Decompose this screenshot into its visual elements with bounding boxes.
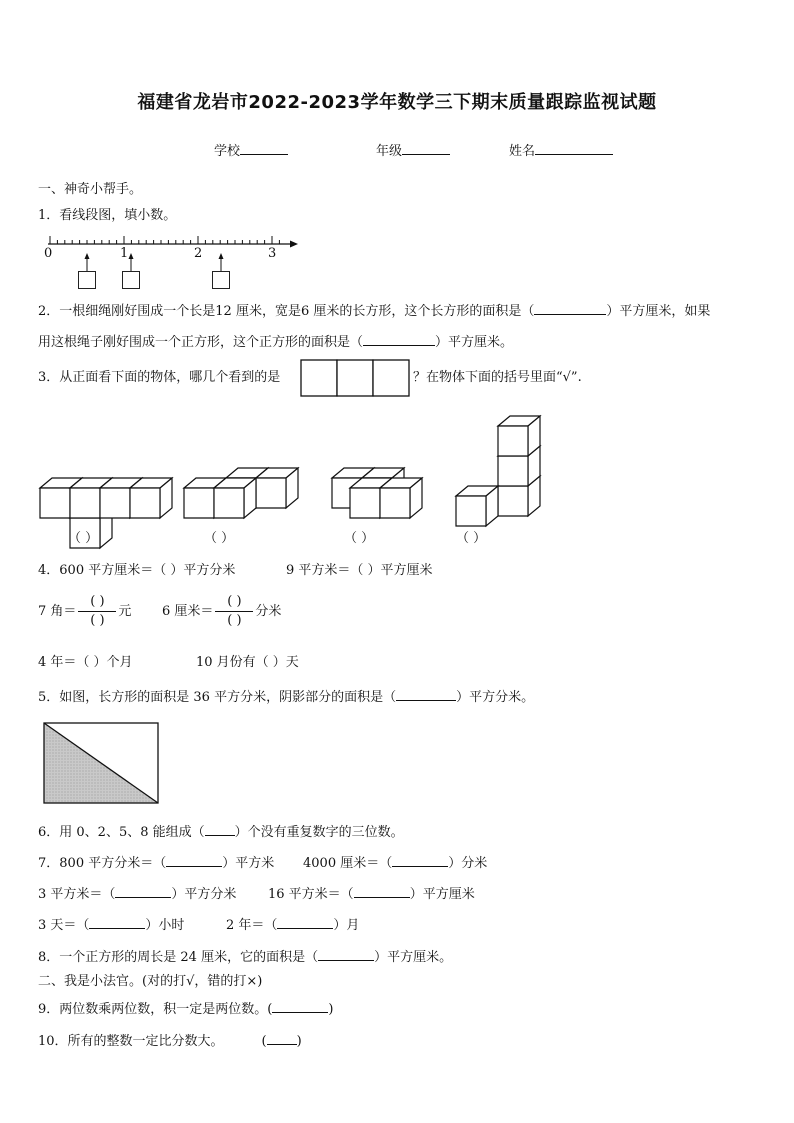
answer-blank[interactable] [267,1032,297,1045]
answer-blank[interactable] [205,823,235,836]
numerator-blank: ( ) [90,594,105,609]
answer-blank[interactable] [363,333,435,346]
grade-blank[interactable] [402,142,450,155]
answer-bracket-3[interactable]: （ ） [344,531,375,546]
question-4-d-post: 分米 [255,604,282,619]
fraction-answer[interactable] [78,594,116,629]
answer-box-2[interactable] [122,271,140,289]
question-7-b-pre: 4000 厘米＝（ [303,856,393,871]
arrow-up-icon [219,253,224,259]
answer-blank[interactable] [392,854,448,867]
question-7-d-post: ）平方厘米 [409,887,475,902]
answer-blank[interactable] [277,916,333,929]
answer-bracket-4[interactable]: （ ） [456,531,487,546]
question-9-text [38,1000,333,1018]
name-label: 姓名 [509,144,536,159]
question-10-text-a: 10．所有的整数一定比分数大。 [38,1034,224,1049]
school-field [214,142,288,160]
arrow-up-icon [129,253,134,259]
tick-label-3: 3 [268,246,277,261]
question-7-c-post: ）平方分米 [171,887,237,902]
school-label: 学校 [214,144,241,159]
answer-bracket-2[interactable]: （ ） [204,531,235,546]
cube [380,478,422,518]
question-6-text [38,823,404,841]
question-7-a [38,854,274,872]
question-7-f-post: ）月 [333,918,360,933]
cube [498,416,540,456]
question-7-e-pre: 3 天＝（ [38,918,90,933]
question-9-text-a: 9．两位数乘两位数，积一定是两位数。( [38,1002,273,1017]
grade-label: 年级 [376,144,403,159]
cube-figure-1 [38,460,158,520]
tick-label-2: 2 [194,246,203,261]
question-7-f-pre: 2 年＝（ [226,918,278,933]
question-4-d-pre: 6 厘米＝ [162,604,214,619]
question-4-c [38,594,131,629]
grade-field [376,142,450,160]
denominator-blank: ( ) [90,613,105,628]
question-5-text-a: 5．如图，长方形的面积是 36 平方分米，阴影部分的面积是（ [38,690,397,705]
question-10-close: ) [296,1034,302,1049]
arrowhead-icon [290,241,298,248]
question-2-text-a: 2．一根细绳刚好围成一个长是12 厘米，宽是6 厘米的长方形，这个长方形的面积是（ [38,304,535,319]
front-view-figure [300,359,410,397]
question-4-c-pre: 7 角＝ [38,604,77,619]
question-7-a-post: ）平方米 [222,856,275,871]
cube [130,478,172,518]
question-2-line-1 [38,302,710,320]
question-3-text-b: ？在物体下面的括号里面“√”. [413,370,582,385]
question-2-text-d: ）平方厘米。 [435,335,514,350]
answer-box-3[interactable] [212,271,230,289]
question-4-a: 4．600 平方厘米＝（ ）平方分米 [38,563,236,578]
question-2-line-2 [38,333,513,351]
answer-blank[interactable] [272,1000,328,1013]
question-10-open: ( [261,1034,267,1049]
cube-figure-2 [182,450,292,520]
page-title: 福建省龙岩市2022-2023学年数学三下期末质量跟踪监视试题 [137,92,657,113]
question-7-d-pre: 16 平方米＝（ [268,887,354,902]
question-7-c [38,885,236,903]
question-8-text-b: ）平方厘米。 [374,950,453,965]
question-5-text [38,688,534,706]
answer-blank[interactable] [166,854,222,867]
question-4-d [162,594,281,629]
question-4-e: 4 年＝（ ）个月 [38,655,133,670]
answer-blank[interactable] [318,948,374,961]
question-7-b [303,854,487,872]
name-field [509,142,613,160]
question-4-c-post: 元 [118,604,132,619]
question-2-text-b: ）平方厘米，如果 [606,304,711,319]
answer-blank[interactable] [396,688,456,701]
question-7-d [268,885,475,903]
question-7-e-post: ）小时 [145,918,185,933]
question-2-text-c: 用这根绳子刚好围成一个正方形，这个正方形的面积是（ [38,335,364,350]
section-heading-2: 二、我是小法官。(对的打√，错的打×) [38,974,263,989]
cube-figure-4 [454,398,524,528]
numerator-blank: ( ) [227,594,242,609]
tick-label-1: 1 [120,246,129,261]
question-9-text-b: ) [328,1002,334,1017]
shaded-rectangle-figure [43,722,159,804]
answer-blank[interactable] [89,916,145,929]
answer-blank[interactable] [354,885,410,898]
answer-bracket-1[interactable]: （ ） [68,531,99,546]
answer-blank[interactable] [534,302,606,315]
question-6-text-b: ）个没有重复数字的三位数。 [234,825,404,840]
school-blank[interactable] [240,142,288,155]
question-7-f [226,916,359,934]
question-8-text [38,948,452,966]
question-4-b: 9 平方米＝（ ）平方厘米 [286,563,433,578]
section-heading-1: 一、神奇小帮手。 [38,182,143,197]
question-7-b-post: ）分米 [448,856,488,871]
cube-figure-3 [318,450,438,520]
name-blank[interactable] [535,142,613,155]
arrow-up-icon [85,253,90,259]
question-5-text-b: ）平方分米。 [456,690,535,705]
question-8-text-a: 8．一个正方形的周长是 24 厘米，它的面积是（ [38,950,319,965]
cube [256,468,298,508]
question-7-e [38,916,184,934]
answer-blank[interactable] [115,885,171,898]
question-7-c-pre: 3 平方米＝（ [38,887,116,902]
question-4-f: 10 月份有（ ）天 [196,655,299,670]
cube [214,478,256,518]
tick-label-0: 0 [44,246,53,261]
denominator-blank: ( ) [227,613,242,628]
cube [456,486,498,526]
question-1-text: 1．看线段图，填小数。 [38,208,177,223]
fraction-answer[interactable] [215,594,253,629]
question-10-text [38,1032,302,1050]
question-7-a-pre: 7．800 平方分米＝（ [38,856,167,871]
question-6-text-a: 6．用 0、2、5、8 能组成（ [38,825,205,840]
answer-box-1[interactable] [78,271,96,289]
question-3-text-a: 3．从正面看下面的物体，哪几个看到的是 [38,370,281,385]
